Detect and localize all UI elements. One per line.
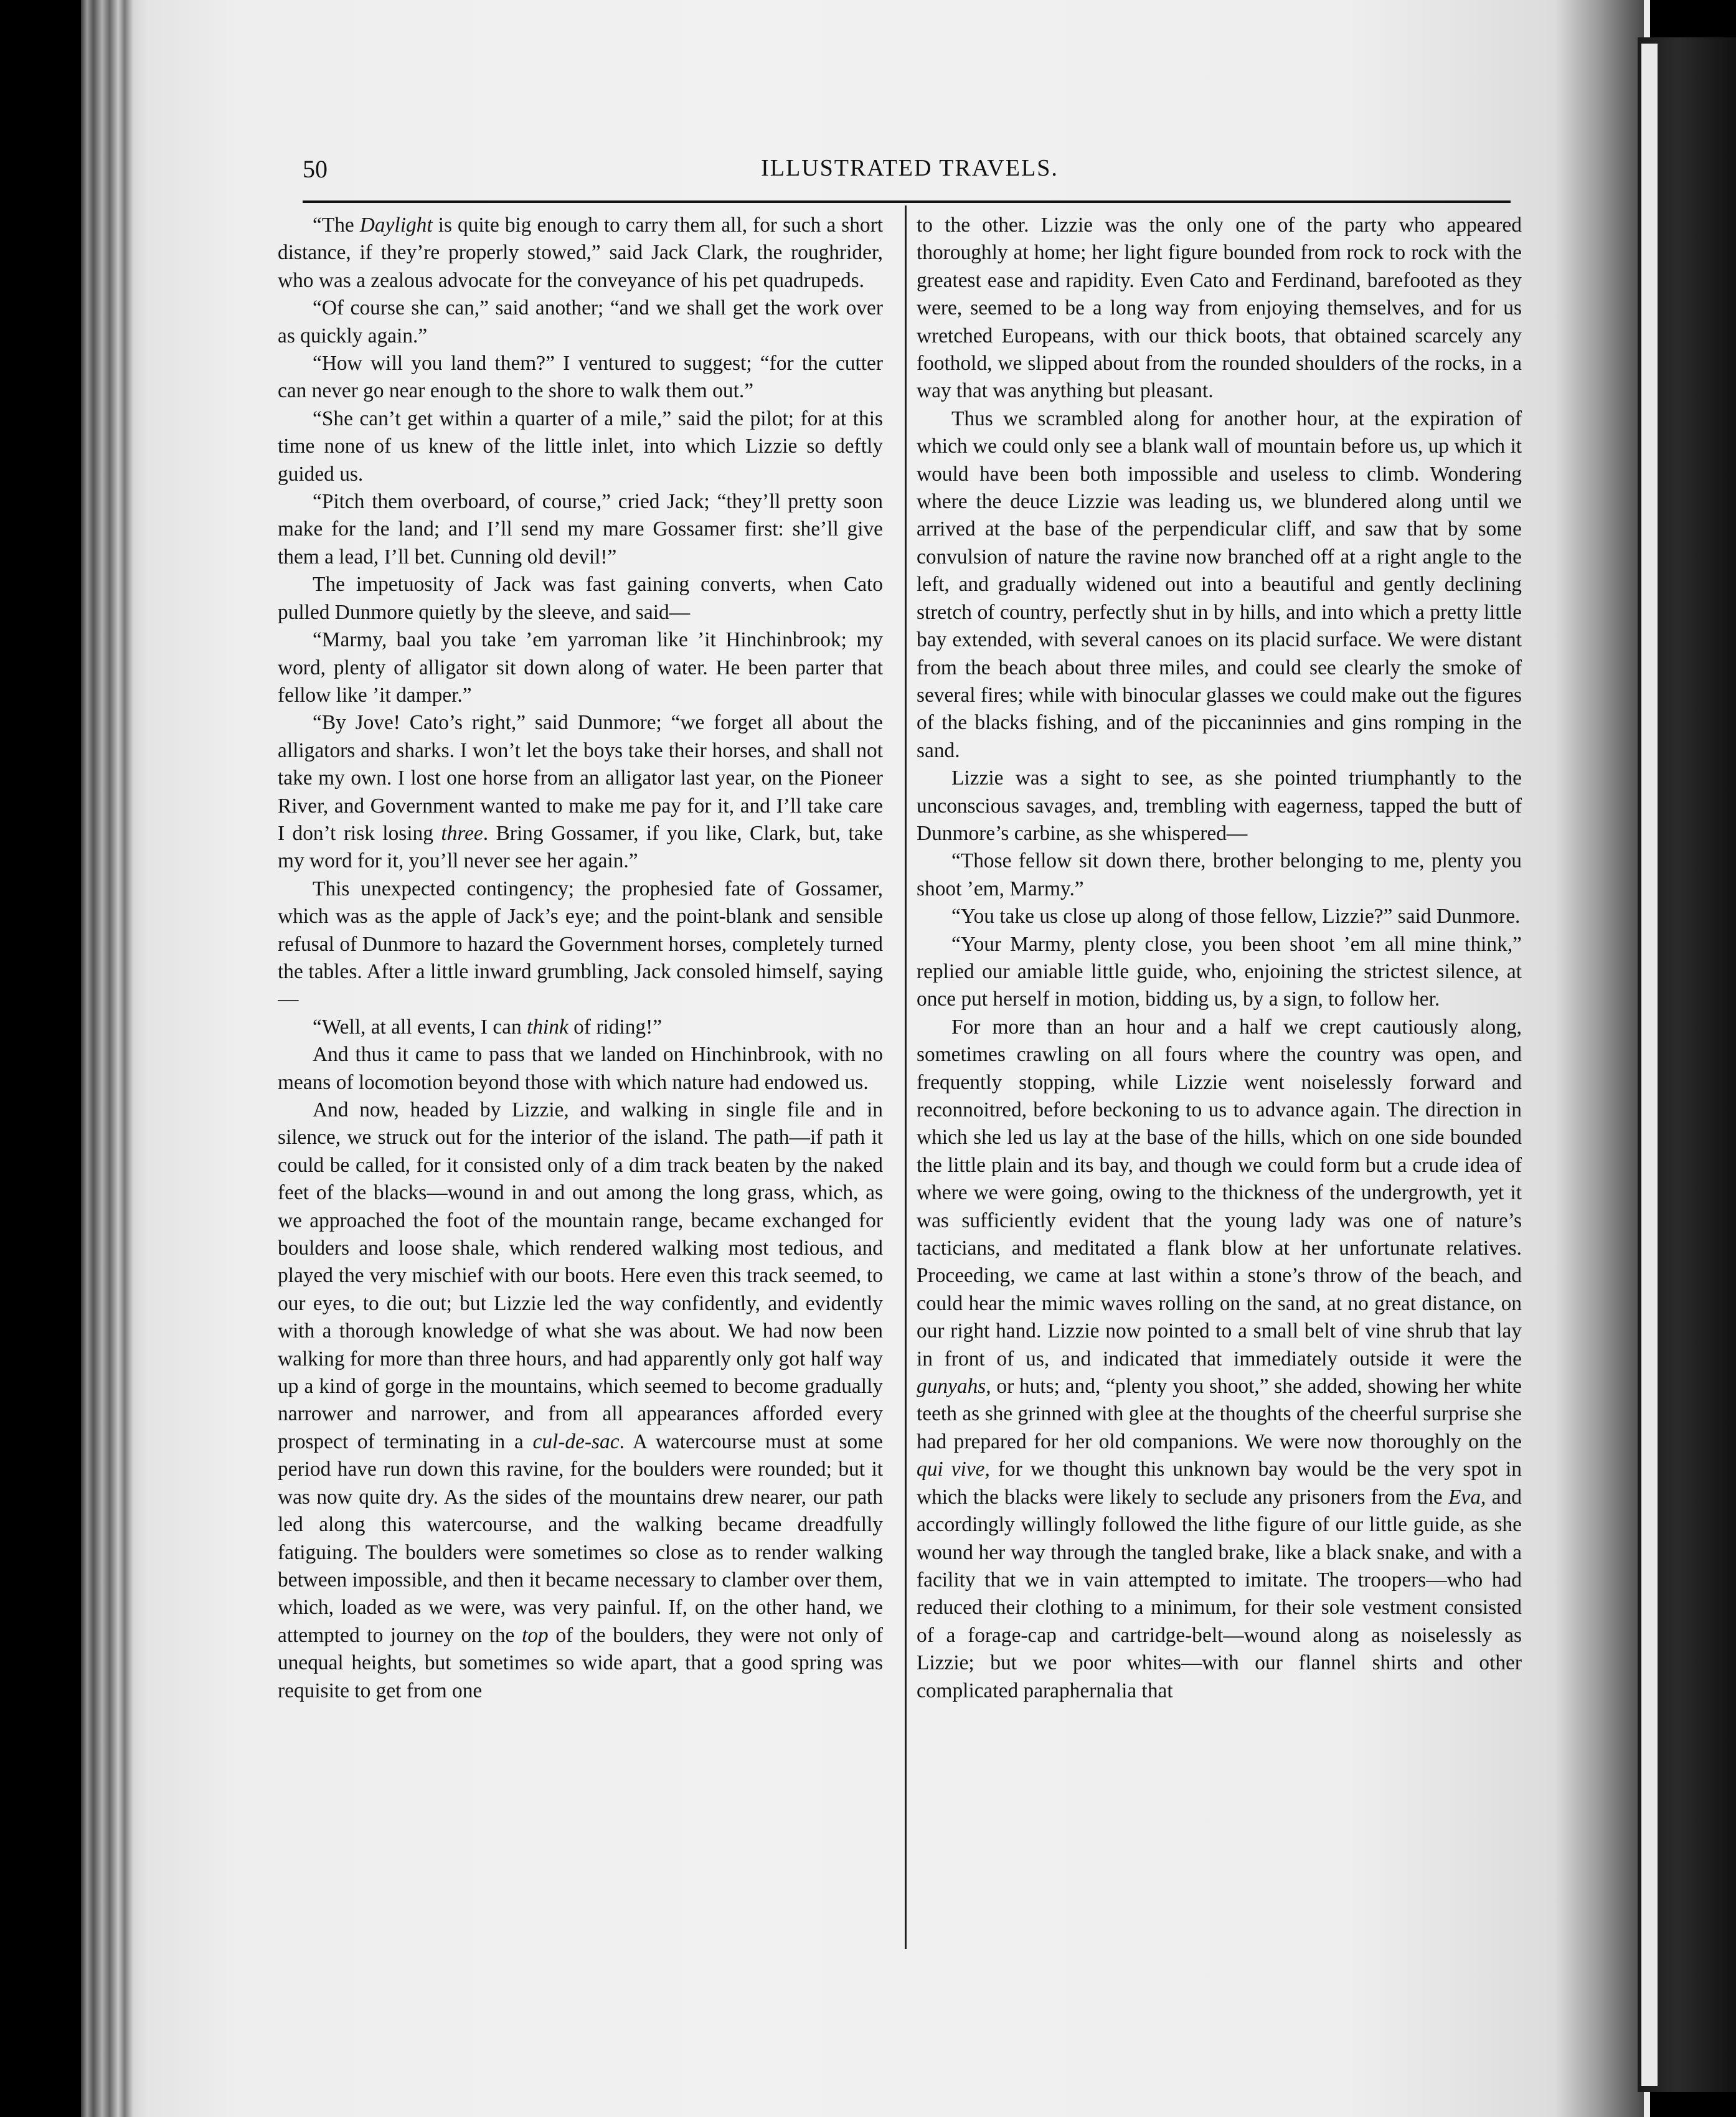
paragraph: Lizzie was a sight to see, as she pointed triumphantly to the unconscious savages, and, trembling with eagerness, tapped the butt of Dunmore’s carbine, as she whispered—	[917, 766, 1522, 845]
paragraph: to the other. Lizzie was the only one of the party who appeared thoroughly at home; her light figure bounded from rock to rock with the greatest ease and rapidity. Even Cato and Ferdinand, barefooted as they were, seemed to be a long way from enjoying themselves, and for us wretched Europeans, with our thick boots, that obtained scarcely any foothold, we slipped about from the rounded shoulders of the rocks, in a way that was anything but pleasant.	[917, 214, 1522, 403]
paragraph: “Pitch them overboard, of course,” cried Jack; “they’ll pretty soon make for the land; and I’ll send my mare Gossamer first: she’ll give them a lead, I’ll bet. Cunning old devil!”	[278, 490, 883, 568]
paragraph: For more than an hour and a half we crept cautiously along, sometimes crawling on all fours where the country was open, and frequently stopping, while Lizzie went noiselessly forward and reconnoitred, before beckoning to us to advance again. The direction in which she led us lay at the base of the hills, which on one side bounded the little plain and its bay, and though we could form but a crude idea of where we were going, owing to the thickness of the undergrowth, yet it was sufficiently evident that the young lady was one of nature’s tacticians, and meditated a flank blow at her unfortunate relatives. Proceeding, we came at last within a stone’s throw of the beach, and could hear the mimic waves rolling on the sand, at no great distance, on our right hand. Lizzie now pointed to a small belt of vine shrub that lay in front of us, and indicated that immediately outside it were the gunyahs, or huts; and, “plenty you shoot,” she added, showing her white teeth as she grinned with glee at the thoughts of the cheerful surprise she had prepared for her old companions. We were now thoroughly on the qui vive, for we thought this unknown bay would be the very spot in which the blacks were likely to seclude any prisoners from the Eva, and accordingly willingly followed the lithe figure of our little guide, as she wound her way through the tangled brake, like a black snake, and with a facility that we in vain attempted to imitate. The troopers—who had reduced their clothing to a minimum, for their sole vestment consisted of a forage-cap and cartridge-belt—wound along as noiselessly as Lizzie; but we poor whites—with our flannel shirts and other complicated paraphernalia that	[917, 1015, 1522, 1702]
paragraph: “The Daylight is quite big enough to carry them all, for such a short distance, if they’re properly stowed,” said Jack Clark, the roughrider, who was a zealous advocate for the conveyance of his pet quadrupeds.	[278, 214, 883, 292]
column-divider	[905, 205, 907, 1949]
paragraph: “Well, at all events, I can think of riding!”	[313, 1015, 663, 1039]
paragraph: “Marmy, baal you take ’em yarroman like ’it Hinchinbrook; my word, plenty of alligator sit down along of water. He been parter that fellow like ’it damper.”	[278, 628, 883, 707]
left-column	[278, 212, 883, 1955]
paragraph: “You take us close up along of those fellow, Lizzie?” said Dunmore.	[951, 905, 1521, 928]
paragraph: This unexpected contingency; the prophesied fate of Gossamer, which was as the apple of Jack’s eye; and the point-blank and sensible refusal of Dunmore to hazard the Government horses, completely turned the tables. After a little inward grumbling, Jack consoled himself, saying—	[278, 877, 883, 1011]
paragraph: “How will you land them?” I ventured to suggest; “for the cutter can never go near enough to the shore to walk them out.”	[278, 352, 883, 403]
right-column	[917, 212, 1522, 1955]
paragraph: The impetuosity of Jack was fast gaining converts, when Cato pulled Dunmore quietly by the sleeve, and said—	[278, 573, 883, 624]
running-title: ILLUSTRATED TRAVELS.	[761, 155, 1059, 181]
paragraph: “Of course she can,” said another; “and we shall get the work over as quickly again.”	[278, 296, 883, 347]
paragraph: And thus it came to pass that we landed on Hinchinbrook, with no means of locomotion beyond those with which nature had endowed us.	[278, 1043, 883, 1094]
page-number: 50	[303, 155, 328, 183]
paragraph: “By Jove! Cato’s right,” said Dunmore; “we forget all about the alligators and sharks. I won’t let the boys take their horses, and shall not take my own. I lost one horse from an alligator last year, on the Pioneer River, and Government wanted to make me pay for it, and I’ll take care I don’t risk losing three. Bring Gossamer, if you like, Clark, but, take my word for it, you’ll never see her again.”	[278, 711, 883, 873]
paragraph: “She can’t get within a quarter of a mile,” said the pilot; for at this time none of us knew of the little inlet, into which Lizzie so deftly guided us.	[278, 407, 883, 486]
facing-page-edge	[1641, 44, 1658, 2086]
header-rule	[303, 200, 1511, 203]
paragraph: “Your Marmy, plenty close, you been shoot ’em all mine think,” replied our amiable little guide, who, enjoining the strictest silence, at once put herself in motion, bidding us, by a sign, to follow her.	[917, 932, 1522, 1011]
page-header	[303, 154, 1517, 198]
paragraph: Thus we scrambled along for another hour, at the expiration of which we could only see a blank wall of mountain before us, up which it would have been both impossible and useless to climb. Wondering where the deuce Lizzie was leading us, we blundered along until we arrived at the base of the perpendicular cliff, and saw that by some convulsion of nature the ravine now branched off at a right angle to the left, and gradually widened out into a beautiful and gently declining stretch of country, perfectly shut in by hills, and into which a pretty little bay extended, with several canoes on its placid surface. We were distant from the beach about three miles, and could see clearly the smoke of several fires; while with binocular glasses we could make out the figures of the blacks fishing, and of the piccaninnies and gins romping in the sand.	[917, 407, 1522, 762]
paragraph: “Those fellow sit down there, brother belonging to me, plenty you shoot ’em, Marmy.”	[917, 849, 1522, 900]
paragraph: And now, headed by Lizzie, and walking in single file and in silence, we struck out for the interior of the island. The path—if path it could be called, for it consisted only of a dim track beaten by the naked feet of the blacks—wound in and out among the long grass, which, as we approached the foot of the mountain range, became exchanged for boulders and loose shale, which rendered walking most tedious, and played the very mischief with our boots. Here even this track seemed, to our eyes, to die out; but Lizzie led the way confidently, and evidently with a thorough knowledge of what she was about. We had now been walking for more than three hours, and had apparently only got half way up a kind of gorge in the mountains, which seemed to become gradually narrower and narrower, and from all appearances afforded every prospect of terminating in a cul-de-sac. A watercourse must at some period have run down this ravine, for the boulders were rounded; but it was now quite dry. As the sides of the mountains drew nearer, our path led along this watercourse, and the walking became dreadfully fatiguing. The boulders were sometimes so close as to render walking between impossible, and then it became necessary to clamber over them, which, loaded as we were, was very painful. If, on the other hand, we attempted to journey on the top of the boulders, they were not only of unequal heights, but sometimes so wide apart, that a good spring was requisite to get from one	[278, 1098, 883, 1702]
